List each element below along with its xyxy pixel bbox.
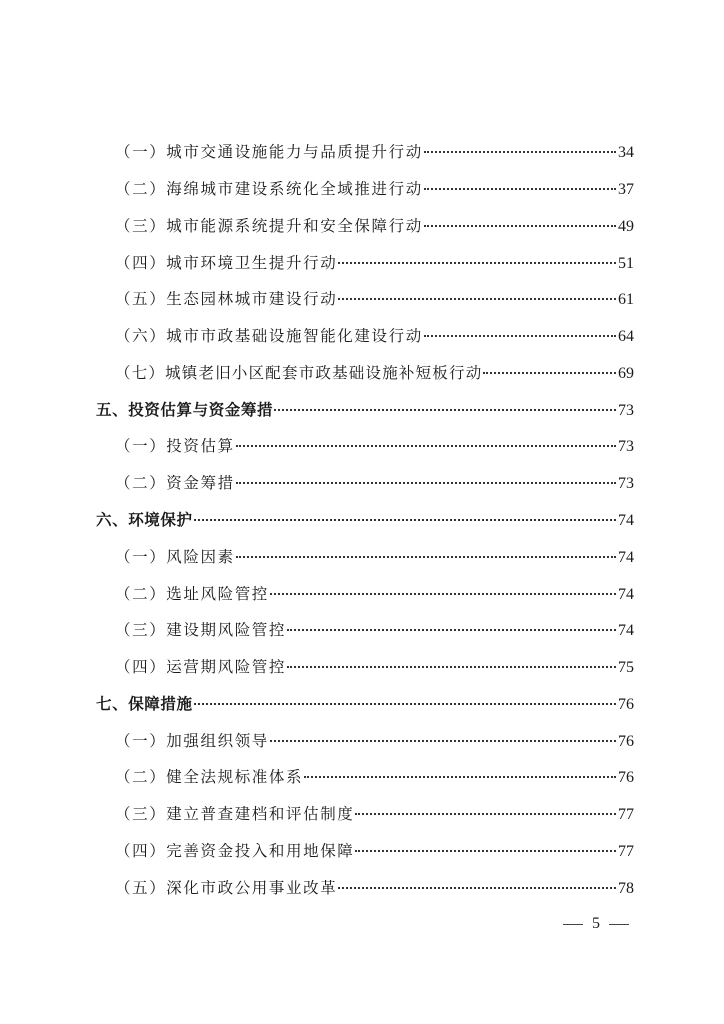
toc-entry-title: （五）深化市政公用事业改革 [115, 879, 338, 897]
toc-entry-title: （六）城市市政基础设施智能化建设行动 [115, 327, 423, 345]
toc-dot-leader [424, 188, 616, 190]
toc-page-number: 34 [618, 144, 634, 161]
toc-entry[interactable] [115, 214, 634, 238]
toc-page-number: 61 [618, 291, 634, 308]
toc-entry-title: （五）生态园林城市建设行动 [115, 290, 338, 308]
toc-page-number: 49 [618, 218, 634, 235]
toc-dot-leader [424, 151, 616, 153]
toc-page-number: 75 [618, 659, 634, 676]
toc-page-number: 74 [618, 622, 634, 639]
toc-entry[interactable] [115, 876, 634, 900]
toc-dot-leader [287, 666, 616, 668]
toc-entry-title: （三）城市能源系统提升和安全保障行动 [115, 217, 423, 235]
toc-entry[interactable] [115, 471, 634, 495]
toc-dot-leader [338, 887, 616, 889]
toc-dot-leader [236, 556, 616, 558]
page-footer [554, 912, 638, 936]
toc-page-number: 51 [618, 255, 634, 272]
toc-page-number: 37 [618, 181, 634, 198]
toc-page-number: 78 [618, 880, 634, 897]
toc-dot-leader [274, 409, 616, 411]
toc-page-number: 64 [618, 328, 634, 345]
dash-right [609, 924, 629, 925]
toc-dot-leader [483, 372, 616, 374]
toc-dot-leader [270, 593, 616, 595]
toc-dot-leader [194, 703, 616, 705]
toc-dot-leader [270, 740, 616, 742]
toc-page-number: 73 [618, 475, 634, 492]
toc-dot-leader [355, 813, 616, 815]
toc-entry[interactable] [115, 545, 634, 569]
toc-chapter-entry[interactable] [96, 508, 634, 532]
toc-page-number: 77 [618, 806, 634, 823]
toc-dot-leader [287, 629, 616, 631]
toc-entry-title: （七）城镇老旧小区配套市政基础设施补短板行动 [115, 364, 483, 382]
toc-entry[interactable] [115, 582, 634, 606]
toc-page-number: 74 [618, 512, 634, 529]
toc-entry[interactable] [115, 802, 634, 826]
toc-entry[interactable] [115, 655, 634, 679]
toc-entry-title: （二）选址风险管控 [115, 585, 269, 603]
toc-chapter-title: 六、环境保护 [96, 511, 193, 529]
toc-dot-leader [338, 298, 616, 300]
toc-entry[interactable] [115, 324, 634, 348]
toc-page-number: 76 [618, 769, 634, 786]
toc-entry[interactable] [115, 434, 634, 458]
toc-entry[interactable] [115, 251, 634, 275]
toc-entry[interactable] [115, 140, 634, 164]
page-number-value: 5 [592, 915, 600, 932]
toc-entry-title: （一）加强组织领导 [115, 732, 269, 750]
toc-chapter-title: 七、保障措施 [96, 695, 193, 713]
toc-entry-title: （二）健全法规标准体系 [115, 768, 304, 786]
toc-dot-leader [236, 445, 616, 447]
toc-entry[interactable] [115, 618, 634, 642]
toc-entry-title: （一）城市交通设施能力与品质提升行动 [115, 143, 423, 161]
toc-chapter-title: 五、投资估算与资金筹措 [96, 401, 274, 419]
toc-chapter-entry[interactable] [96, 692, 634, 716]
toc-dot-leader [304, 776, 616, 778]
toc-page-number: 76 [618, 696, 634, 713]
toc-page-number: 76 [618, 733, 634, 750]
toc-entry-title: （二）资金筹措 [115, 474, 235, 492]
toc-dot-leader [194, 519, 616, 521]
toc-dot-leader [236, 482, 616, 484]
toc-dot-leader [424, 335, 616, 337]
toc-page-number: 74 [618, 586, 634, 603]
toc-page-number: 73 [618, 438, 634, 455]
dash-left [563, 924, 583, 925]
toc-entry-title: （四）城市环境卫生提升行动 [115, 254, 338, 272]
toc-entry[interactable] [115, 177, 634, 201]
toc-entry-title: （二）海绵城市建设系统化全域推进行动 [115, 180, 423, 198]
toc-entry[interactable] [115, 765, 634, 789]
toc-page-number: 74 [618, 549, 634, 566]
toc-entry[interactable] [115, 729, 634, 753]
toc-page-number: 69 [618, 365, 634, 382]
toc-entry-title: （三）建设期风险管控 [115, 621, 287, 639]
toc-dot-leader [355, 850, 616, 852]
toc-entry-title: （四）运营期风险管控 [115, 658, 287, 676]
toc-dot-leader [338, 262, 616, 264]
toc-page-number: 77 [618, 843, 634, 860]
toc-page-number: 73 [618, 402, 634, 419]
toc-entry[interactable] [115, 361, 634, 385]
toc-entry[interactable] [115, 839, 634, 863]
toc-entry-title: （四）完善资金投入和用地保障 [115, 842, 355, 860]
toc-entry-title: （一）投资估算 [115, 437, 235, 455]
toc-entry-title: （三）建立普查建档和评估制度 [115, 805, 355, 823]
toc-dot-leader [424, 225, 616, 227]
toc-entry-title: （一）风险因素 [115, 548, 235, 566]
toc-chapter-entry[interactable] [96, 398, 634, 422]
toc-entry[interactable] [115, 287, 634, 311]
